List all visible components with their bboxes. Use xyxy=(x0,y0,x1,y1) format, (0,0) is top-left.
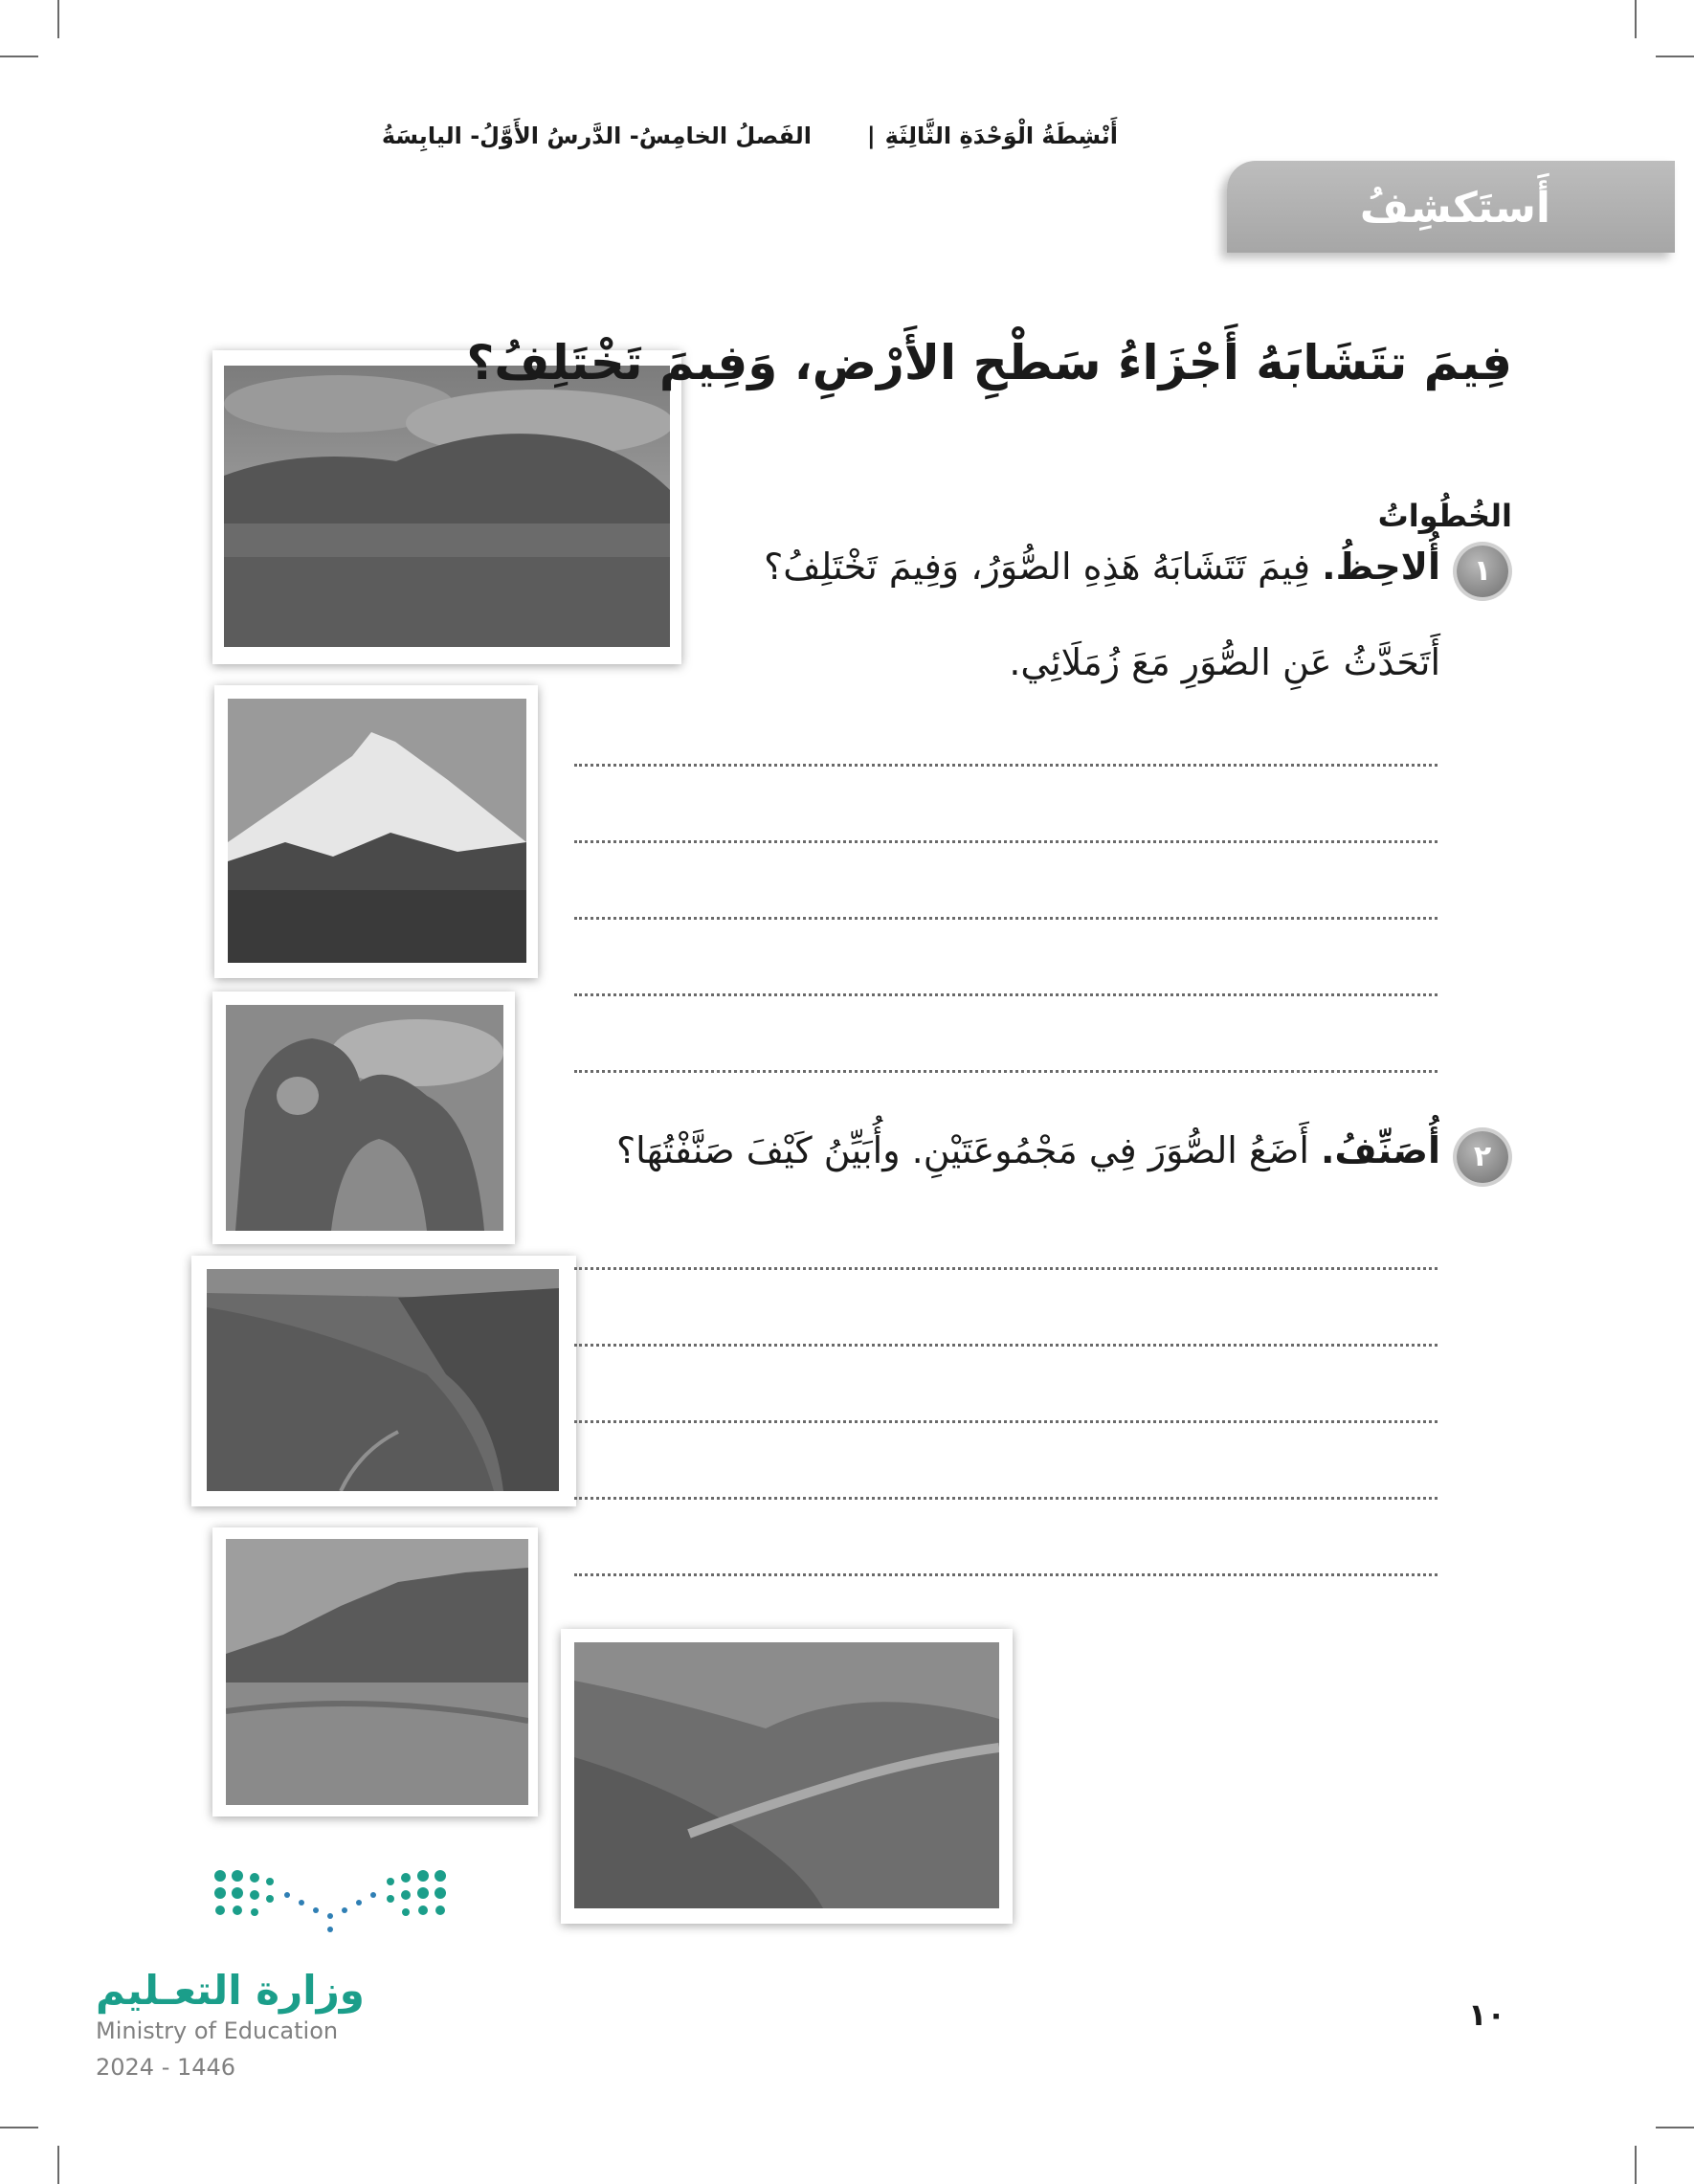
step-1-second-line: أَتَحَدَّثُ عَنِ الصُّوَرِ مَعَ زُمَلَائِي. xyxy=(1009,641,1440,683)
photo-plateau-valley xyxy=(212,1527,538,1816)
crop-mark xyxy=(1635,0,1637,38)
steps-title: الخُطُواتُ xyxy=(1377,498,1512,534)
answer-line[interactable] xyxy=(574,1420,1438,1423)
answer-line[interactable] xyxy=(574,1497,1438,1500)
crop-mark xyxy=(57,0,59,38)
crop-mark xyxy=(1656,2127,1694,2128)
step-1-text xyxy=(764,546,1440,588)
answer-line[interactable] xyxy=(574,917,1438,920)
step-2-keyword: أُصَنِّفُ. xyxy=(1321,1129,1440,1171)
photo-canyon-cliffs xyxy=(191,1256,576,1506)
answer-line[interactable] xyxy=(574,1267,1438,1270)
unit-activities-title xyxy=(858,123,1118,149)
crop-mark xyxy=(57,2146,59,2184)
step-2-instruction: أَضَعُ الصُّوَرَ فِي مَجْمُوعَتَيْنِ. وأُبَيِّنُ كَيْفَ صَنَّفْتُهَا؟ xyxy=(615,1129,1322,1171)
ministry-name-arabic: وزارة التعـليم xyxy=(96,1967,365,2014)
answer-line[interactable] xyxy=(574,1070,1438,1073)
snow-mountain-image xyxy=(228,699,526,963)
main-question: فِيمَ تتَشَابَهُ أَجْزَاءُ سَطْحِ الأَرْضِ، وَفِيمَ تَخْتَلِفُ؟ xyxy=(466,335,1512,390)
ministry-year: 2024 - 1446 xyxy=(96,2054,236,2081)
photo-grassland-hills xyxy=(212,350,681,664)
step-2-number-badge: ٢ xyxy=(1457,1131,1508,1183)
header-separator: | xyxy=(866,123,876,149)
step-1-keyword: أُلاحِظُ. xyxy=(1322,546,1440,588)
crop-mark xyxy=(1635,2146,1637,2184)
crop-mark xyxy=(0,2127,38,2128)
photo-snow-mountain xyxy=(214,685,538,978)
rock-arch-image xyxy=(226,1005,503,1231)
step-1-number-badge: ١ xyxy=(1457,546,1508,597)
unit-activities-text: أَنْشِطَةُ الْوَحْدَةِ الثَّالِثَةِ xyxy=(884,123,1118,149)
photo-river-valley xyxy=(561,1629,1013,1924)
answer-line[interactable] xyxy=(574,840,1438,843)
answer-line[interactable] xyxy=(574,1573,1438,1576)
crop-mark xyxy=(1656,56,1694,57)
lesson-reference: الفَصلُ الخامِسُ- الدَّرسُ الأَوَّلُ- اليابِسَةُ xyxy=(381,123,812,149)
grassland-hills-image xyxy=(224,366,670,647)
page-number: ١٠ xyxy=(1468,1996,1506,2033)
river-valley-image xyxy=(574,1642,999,1908)
ministry-logo-icon xyxy=(211,1866,450,1943)
answer-line[interactable] xyxy=(574,764,1438,767)
step-1-instruction: فِيمَ تَتَشَابَهُ هَذِهِ الصُّوَرُ، وَفِيمَ تَخْتَلِفُ؟ xyxy=(764,546,1323,588)
photo-rock-arch xyxy=(212,992,515,1244)
crop-mark xyxy=(0,56,38,57)
answer-line[interactable] xyxy=(574,1344,1438,1347)
canyon-cliffs-image xyxy=(207,1269,559,1491)
ministry-name-english: Ministry of Education xyxy=(96,2017,339,2044)
step-2-text xyxy=(616,1129,1440,1171)
answer-line[interactable] xyxy=(574,993,1438,996)
plateau-valley-image xyxy=(226,1539,528,1805)
explore-tab-label: أَستَكشِفُ xyxy=(1359,184,1550,233)
